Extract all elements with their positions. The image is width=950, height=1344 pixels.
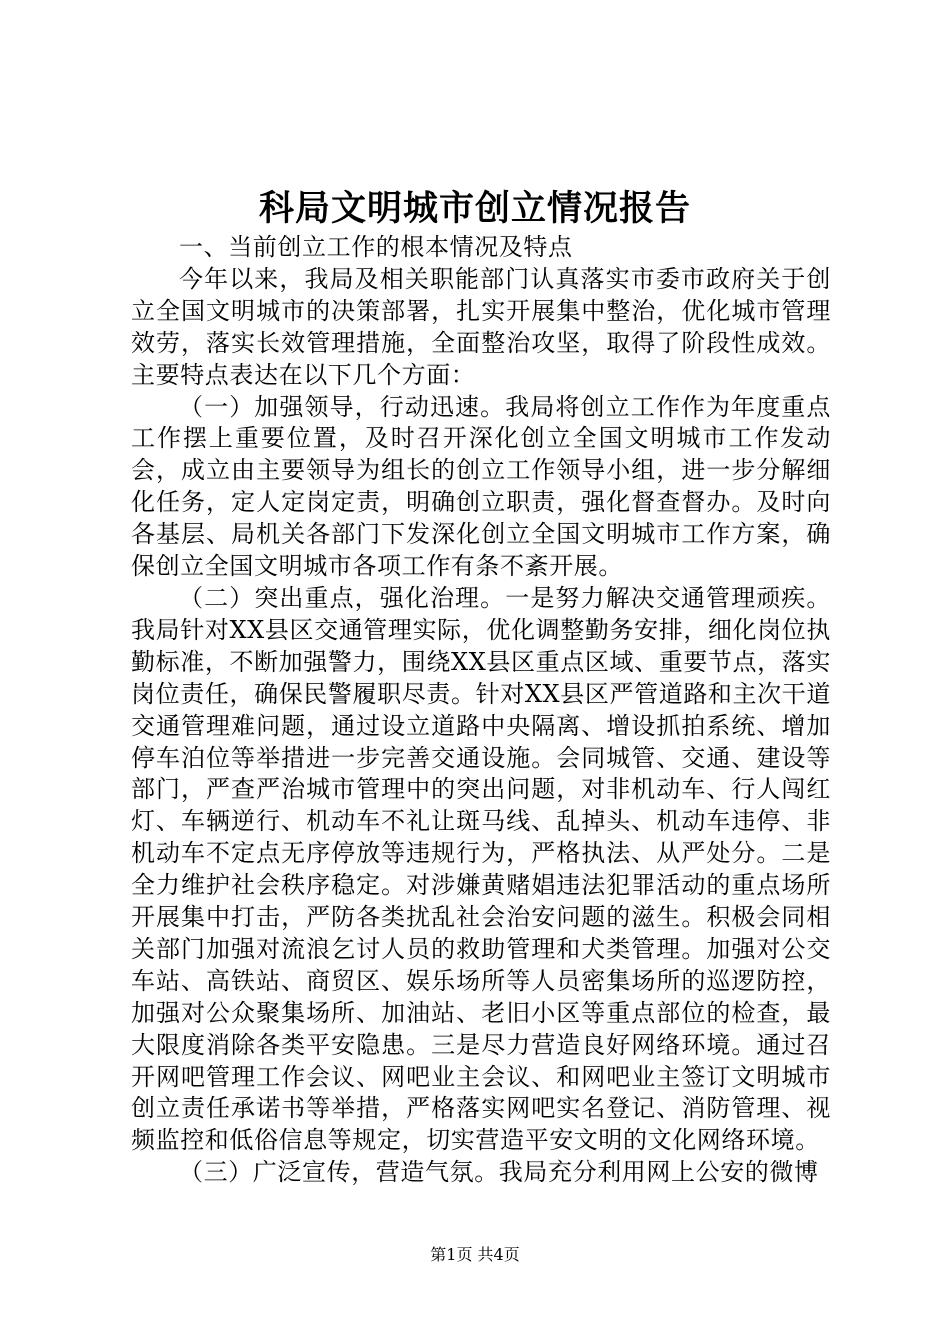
document-title: 科局文明城市创立情况报告 (258, 188, 691, 229)
paragraph-intro: 今年以来，我局及相关职能部门认真落实市委市政府关于创立全国文明城市的决策部署，扎实开展集中整治，优化城市管理效劳，落实长效管理措施，全面整治攻坚，取得了阶段性成效。主要特点表达在以下几个方面： (131, 264, 831, 389)
paragraph-publicity: （三）广泛宣传，营造气氛。我局充分利用网上公安的微博 (179, 1158, 819, 1187)
section-heading: 一、当前创立工作的根本情况及特点 (179, 233, 573, 261)
document-body (131, 232, 831, 1189)
paragraph-governance: （二）突出重点，强化治理。一是努力解决交通管理顽疾。我局针对XX县区交通管理实际，优化调整勤务安排，细化岗位执勤标准，不断加强警力，围绕XX县区重点区域、重要节点，落实岗位责任，确保民警履职尽责。针对XX县区严管道路和主次干道交通管理难问题，通过设立道路中央隔离、增设抓拍系统、增加停车泊位等举措进一步完善交通设施。会同城管、交通、建设等部门，严查严治城市管理中的突出问题，对非机动车、行人闯红灯、车辆逆行、机动车不礼让斑马线、乱掉头、机动车违停、非机动车不定点无序停放等违规行为，严格执法、从严处分。二是全力维护社会秩序稳定。对涉嫌黄赌娼违法犯罪活动的重点场所开展集中打击，严防各类扰乱社会治安问题的滋生。积极会同相关部门加强对流浪乞讨人员的救助管理和犬类管理。加强对公交车站、高铁站、商贸区、娱乐场所等人员密集场所的巡逻防控，加强对公众聚集场所、加油站、老旧小区等重点部位的检查，最大限度消除各类平安隐患。三是尽力营造良好网络环境。通过召开网吧管理工作会议、网吧业主会议、和网吧业主签订文明城市创立责任承诺书等举措，严格落实网吧实名登记、消防管理、视频监控和低俗信息等规定，切实营造平安文明的文化网络环境。 (131, 583, 831, 1155)
paragraph-leadership: （一）加强领导，行动迅速。我局将创立工作作为年度重点工作摆上重要位置，及时召开深化创立全国文明城市工作发动会，成立由主要领导为组长的创立工作领导小组，进一步分解细化任务，定人定岗定责，明确创立职责，强化督查督办。及时向各基层、局机关各部门下发深化创立全国文明城市工作方案，确保创立全国文明城市各项工作有条不紊开展。 (131, 392, 831, 581)
page-footer: 第1页 共4页 (430, 1245, 520, 1264)
